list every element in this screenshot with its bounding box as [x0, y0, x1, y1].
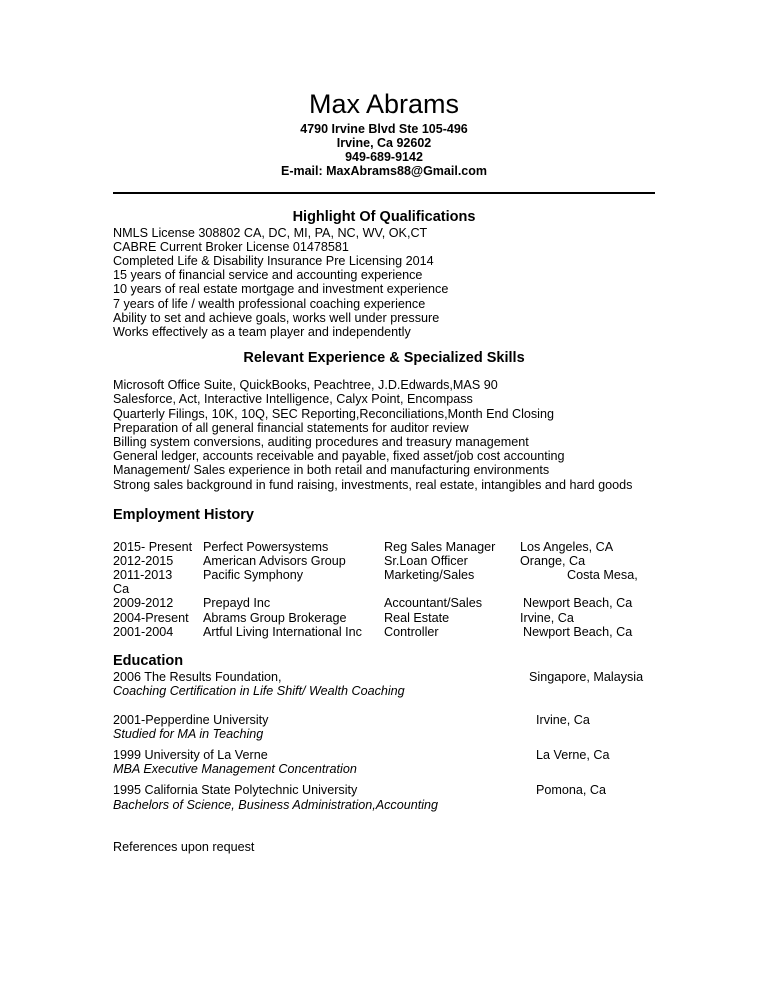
- qualification-item: Completed Life & Disability Insurance Pre Licensing 2014: [113, 254, 434, 268]
- employment-role: Real Estate: [384, 611, 450, 625]
- employment-company: Abrams Group Brokerage: [203, 611, 347, 625]
- skill-item: Management/ Sales experience in both retail and manufacturing environments: [113, 463, 550, 477]
- candidate-name: Max Abrams: [308, 89, 460, 119]
- references-note: References upon request: [113, 840, 255, 854]
- employment-years: 2009-2012: [113, 596, 174, 610]
- skill-item: Salesforce, Act, Interactive Intelligence, Calyx Point, Encompass: [113, 392, 473, 406]
- employment-role: Controller: [384, 625, 439, 639]
- skill-item: Billing system conversions, auditing procedures and treasury management: [113, 435, 529, 449]
- qualification-item: 15 years of financial service and accounting experience: [113, 268, 423, 282]
- education-school: 2006 The Results Foundation,: [113, 670, 282, 684]
- skill-item: Strong sales background in fund raising, investments, real estate, intangibles and hard goods: [113, 478, 633, 492]
- education-heading: Education: [113, 653, 184, 669]
- employment-company: Perfect Powersystems: [203, 540, 329, 554]
- qualification-item: 7 years of life / wealth professional coaching experience: [113, 297, 426, 311]
- education-program: MBA Executive Management Concentration: [113, 762, 357, 776]
- education-school: 2001-Pepperdine University: [113, 713, 269, 727]
- employment-years: 2004-Present: [113, 611, 189, 625]
- employment-location: Orange, Ca: [520, 554, 586, 568]
- employment-company: Prepayd Inc: [203, 596, 271, 610]
- employment-role: Marketing/Sales: [384, 568, 475, 582]
- employment-years: 2001-2004: [113, 625, 174, 639]
- employment-role: Accountant/Sales: [384, 596, 483, 610]
- employment-location-wrap: Ca: [113, 582, 130, 596]
- employment-role: Reg Sales Manager: [384, 540, 496, 554]
- employment-heading: Employment History: [113, 507, 254, 523]
- employment-years: 2015- Present: [113, 540, 193, 554]
- skills-heading: Relevant Experience & Specialized Skills: [243, 350, 525, 366]
- employment-role: Sr.Loan Officer: [384, 554, 468, 568]
- employment-years: 2012-2015: [113, 554, 174, 568]
- education-location: Singapore, Malaysia: [529, 670, 644, 684]
- education-school: 1995 California State Polytechnic University: [113, 783, 358, 797]
- qualification-item: Works effectively as a team player and independently: [113, 325, 411, 339]
- employment-location: Newport Beach, Ca: [523, 625, 633, 639]
- skill-item: Microsoft Office Suite, QuickBooks, Peachtree, J.D.Edwards,MAS 90: [113, 378, 498, 392]
- education-program: Coaching Certification in Life Shift/ Wealth Coaching: [113, 684, 405, 698]
- employment-location: Irvine, Ca: [520, 611, 574, 625]
- header-divider: [113, 192, 655, 194]
- education-location: La Verne, Ca: [536, 748, 610, 762]
- education-location: Irvine, Ca: [536, 713, 590, 727]
- skill-item: Preparation of all general financial statements for auditor review: [113, 421, 469, 435]
- qualification-item: NMLS License 308802 CA, DC, MI, PA, NC, WV, OK,CT: [113, 226, 428, 240]
- education-location: Pomona, Ca: [536, 783, 607, 797]
- employment-company: Artful Living International Inc: [203, 625, 362, 639]
- education-program: Studied for MA in Teaching: [113, 727, 264, 741]
- email-address: E-mail: MaxAbrams88@Gmail.com: [280, 164, 487, 178]
- education-school: 1999 University of La Verne: [113, 748, 268, 762]
- qualification-item: CABRE Current Broker License 01478581: [113, 240, 349, 254]
- skill-item: Quarterly Filings, 10K, 10Q, SEC Reporting,Reconciliations,Month End Closing: [113, 407, 554, 421]
- employment-company: American Advisors Group: [203, 554, 346, 568]
- qualification-item: Ability to set and achieve goals, works well under pressure: [113, 311, 440, 325]
- employment-location: Newport Beach, Ca: [523, 596, 633, 610]
- employment-location: Costa Mesa,: [567, 568, 638, 582]
- address-line-2: Irvine, Ca 92602: [336, 136, 432, 150]
- education-program: Bachelors of Science, Business Administration,Accounting: [113, 798, 439, 812]
- phone-number: 949-689-9142: [345, 150, 423, 164]
- employment-location: Los Angeles, CA: [520, 540, 614, 554]
- employment-years: 2011-2013: [113, 568, 173, 582]
- qualifications-heading: Highlight Of Qualifications: [292, 209, 476, 225]
- qualification-item: 10 years of real estate mortgage and investment experience: [113, 282, 449, 296]
- skill-item: General ledger, accounts receivable and payable, fixed asset/job cost accounting: [113, 449, 565, 463]
- employment-company: Pacific Symphony: [203, 568, 304, 582]
- address-line-1: 4790 Irvine Blvd Ste 105-496: [300, 122, 468, 136]
